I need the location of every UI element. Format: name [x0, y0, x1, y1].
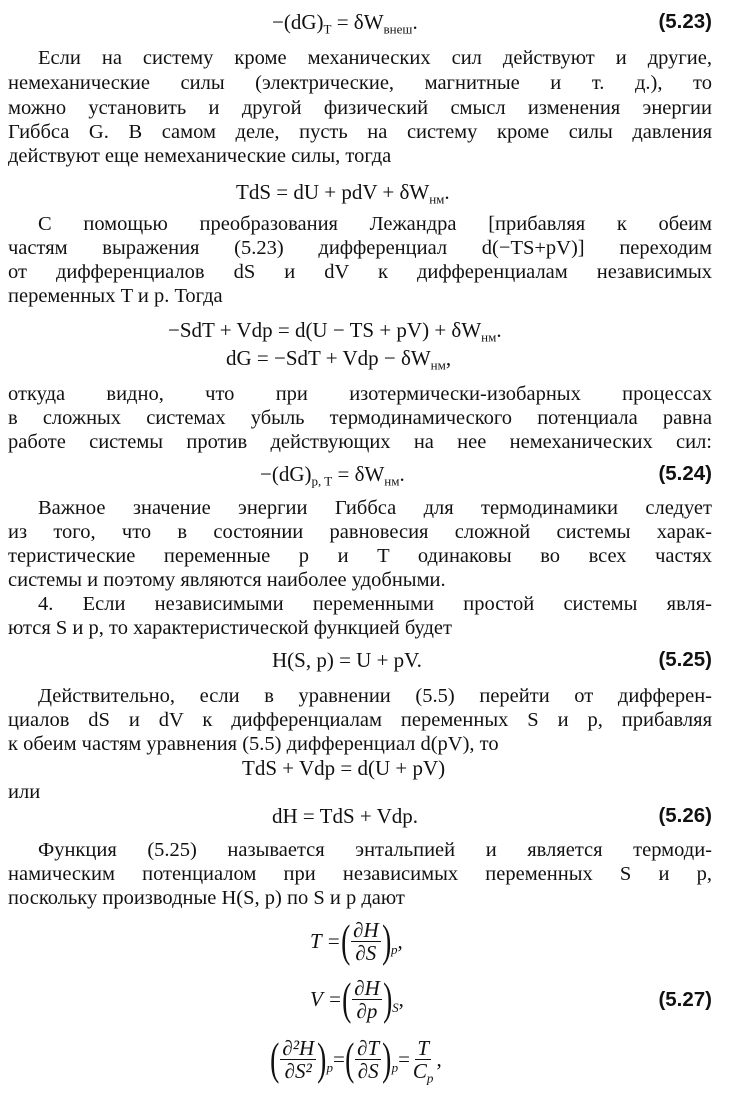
fraction — [352, 977, 382, 1022]
equation-number-5-27: (5.27) — [658, 988, 712, 1011]
numerator: T — [417, 1035, 430, 1060]
fraction — [411, 1035, 436, 1086]
eq-text: . — [496, 318, 502, 342]
paren-left: ( — [341, 973, 352, 1024]
eq-sub: внеш — [383, 21, 413, 37]
eq-text: = δW — [332, 462, 385, 486]
text-line: системы и поэтому являются наиболее удобными. — [8, 569, 446, 591]
text-line: теристические переменные p и T одинаковы во всех частях — [8, 545, 712, 567]
eq-sub: нм — [429, 191, 445, 207]
eq-text: = δW — [331, 10, 384, 34]
denominator: ∂S — [355, 940, 377, 965]
equation-5-23 — [272, 10, 418, 37]
text-span: Функция (5.25) называется энтальпией и является термоди- — [38, 839, 712, 861]
paren-right: ) — [382, 973, 393, 1024]
fraction — [355, 1037, 381, 1082]
eq-text: T = — [310, 928, 341, 953]
eq-sub: S — [392, 1000, 399, 1015]
text-line: циалов dS и dV к дифференциалам переменных S и p, прибавляя — [8, 709, 712, 731]
text-line: Действительно, если в уравнении (5.5) перейти от дифферен- — [38, 685, 712, 707]
eq-text: = — [398, 1046, 410, 1071]
eq-text: , — [397, 928, 403, 953]
eq-text: V = — [310, 986, 342, 1011]
paren-left: ( — [270, 1033, 280, 1084]
eq-sub: p — [426, 1070, 434, 1086]
eq-text: dG = −SdT + Vdp − δW — [226, 346, 431, 370]
text-line: переменных T и p. Тогда — [8, 285, 223, 307]
eq-sub: p, T — [311, 473, 333, 489]
text-line: Если на систему кроме механических сил действуют и другие, — [38, 47, 712, 69]
text-line: в сложных системах убыль термодинамического потенциала равна — [8, 407, 712, 429]
paren-left: ( — [340, 915, 350, 966]
text-line: от дифференциалов dS и dV к дифференциалам независимых — [8, 261, 712, 283]
paren-left: ( — [344, 1033, 355, 1084]
eq-text: . — [412, 10, 418, 34]
equation-number-5-24: (5.24) — [658, 462, 712, 485]
text-line — [8, 838, 712, 862]
eq-text: −SdT + Vdp = d(U − TS + pV) + δW — [168, 318, 482, 342]
eq-text: C — [412, 1058, 427, 1083]
text-line: действуют еще немеханические силы, тогда — [8, 145, 392, 167]
denominator: ∂S — [357, 1058, 379, 1083]
eq-text: −(dG) — [272, 10, 324, 34]
eq-text: = — [333, 1046, 345, 1071]
equation-5-25: H(S, p) = U + pV. — [272, 648, 422, 672]
text-line: работе системы против действующих на нее немеханических сил: — [8, 431, 712, 453]
text-line: или — [8, 781, 41, 803]
equation-number-5-25: (5.25) — [658, 648, 712, 671]
eq-sub: p — [326, 1060, 333, 1075]
text-line: немеханические силы (электрические, магнитные и т. д.), то — [8, 72, 712, 94]
eq-sub: нм — [481, 329, 497, 345]
equation-V-derivative — [310, 973, 404, 1024]
text-line: Гиббса G. В самом деле, пусть на систему кроме силы давления — [8, 121, 712, 143]
text-line: откуда видно, что при изотермически-изобарных процессах — [8, 383, 712, 405]
equation-T-derivative — [310, 915, 403, 966]
eq-sub: p — [390, 942, 398, 957]
text-line: намическим потенциалом при независимых переменных S и p, — [8, 863, 712, 885]
eq-text: TdS = dU + pdV + δW — [236, 180, 430, 204]
equation-number-5-26: (5.26) — [658, 804, 712, 827]
equation-number-5-23: (5.23) — [658, 10, 712, 33]
numerator: ∂H — [353, 917, 379, 942]
denominator — [411, 1058, 436, 1086]
eq-text: . — [444, 180, 450, 204]
paren-right: ) — [317, 1033, 327, 1084]
eq-text: , — [398, 986, 404, 1011]
eq-sub: нм — [430, 357, 446, 373]
equation-tds-vdp: TdS + Vdp = d(U + pV) — [242, 756, 446, 780]
paren-right: ) — [382, 1033, 392, 1084]
fraction — [351, 919, 381, 964]
denominator: ∂p — [356, 998, 378, 1023]
equation-legendre-2 — [226, 346, 452, 373]
eq-text: . — [399, 462, 405, 486]
equation-tds — [236, 180, 450, 207]
equation-legendre-1 — [168, 318, 502, 345]
text-line: поскольку производные H(S, p) по S и p дают — [8, 887, 405, 909]
text-line: 4. Если независимыми переменными простой системы явля- — [38, 593, 712, 615]
text-line: ются S и p, то характеристической функцией будет — [8, 617, 452, 639]
equation-5-24 — [260, 462, 405, 489]
text-line: Важное значение энергии Гиббса для термодинамики следует — [38, 497, 712, 519]
equation-5-26: dH = TdS + Vdp. — [272, 804, 419, 828]
text-line: частям выражения (5.23) дифференциал d(−TS+pV)] переходим — [8, 237, 712, 259]
numerator: ∂²H — [282, 1035, 315, 1060]
numerator: ∂H — [354, 975, 380, 1000]
equation-second-derivative — [270, 1033, 442, 1086]
eq-sub: p — [391, 1060, 399, 1075]
text-line: можно установить и другой физический смысл изменения энергии — [8, 97, 712, 119]
text-line: к обеим частям уравнения (5.5) дифференциал d(pV), то — [8, 733, 499, 755]
denominator: ∂S² — [284, 1058, 312, 1083]
fraction — [280, 1037, 316, 1082]
text-line: из того, что в состоянии равновесия сложной системы харак- — [8, 521, 712, 543]
paren-right: ) — [381, 915, 391, 966]
eq-text: , — [445, 346, 452, 370]
eq-text: , — [436, 1046, 442, 1071]
eq-sub: T — [323, 21, 332, 37]
numerator: ∂T — [357, 1035, 380, 1060]
text-line: С помощью преобразования Лежандра [прибавляя к обеим — [38, 213, 712, 235]
eq-sub: нм — [384, 473, 400, 489]
eq-text: −(dG) — [260, 462, 312, 486]
